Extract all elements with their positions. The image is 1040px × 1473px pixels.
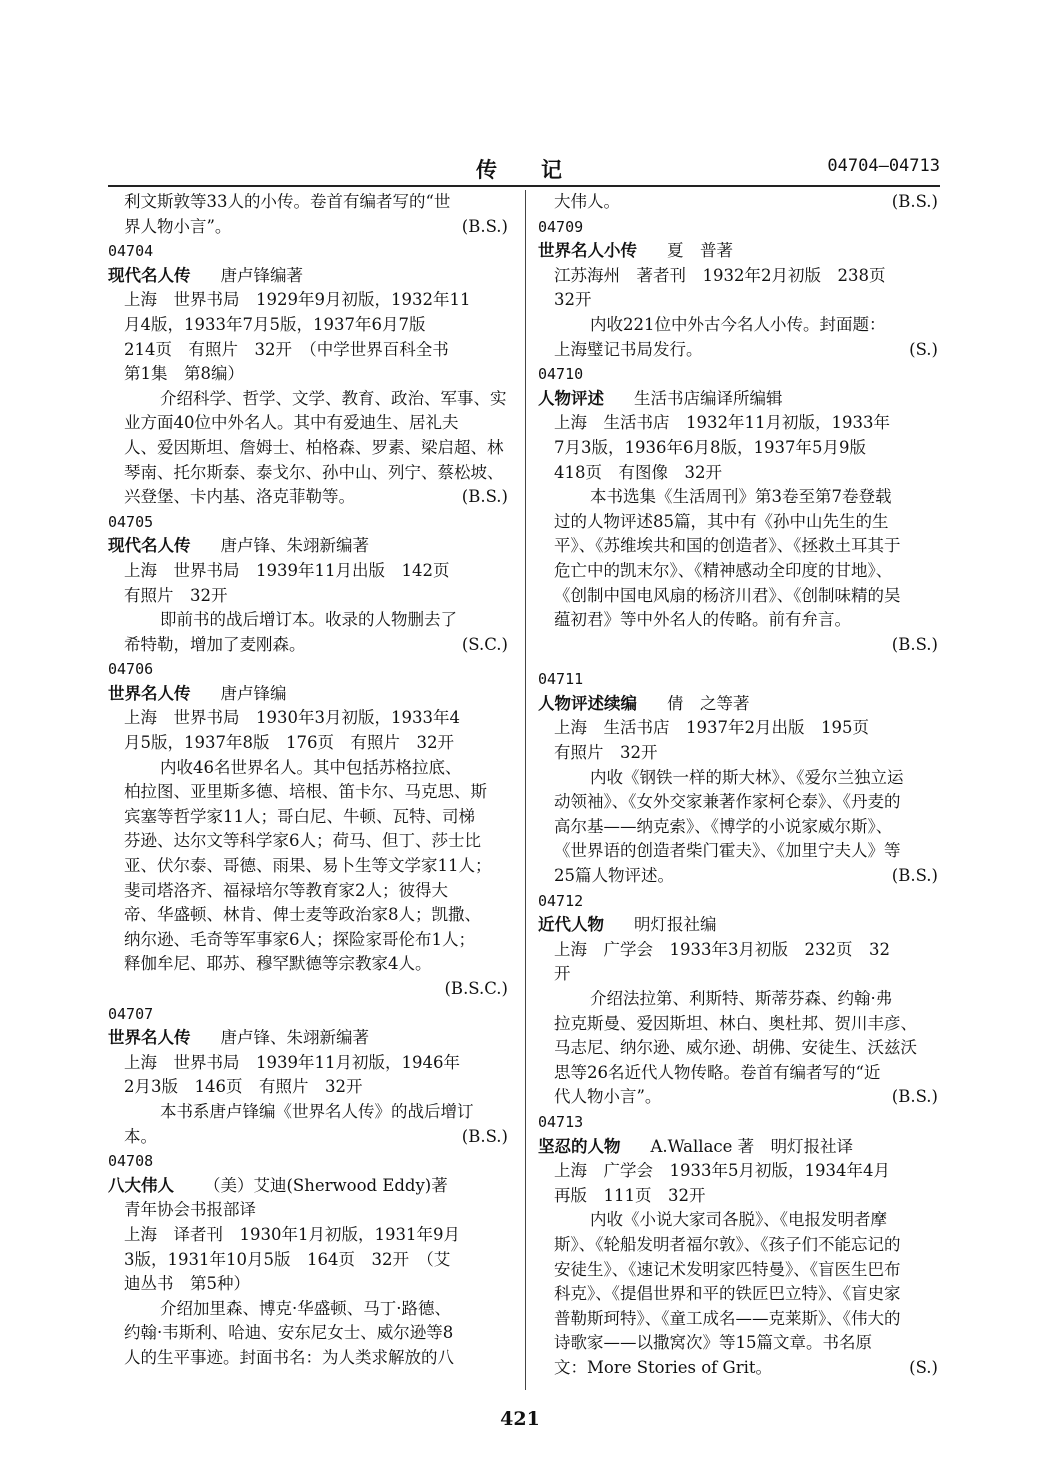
entry-number: 04709 — [538, 217, 584, 236]
pub-line: 32开 — [554, 290, 592, 310]
desc-line: 本书系唐卢锋编《世界名人传》的战后增订 — [160, 1101, 474, 1121]
source-code: (B.S.) — [461, 487, 508, 507]
entry-heading — [108, 264, 508, 289]
pub-line: 7月3版，1936年6月8版，1937年5月9版 — [554, 437, 866, 457]
desc-line: 人、爱因斯坦、詹姆士、柏格森、罗素、梁启超、林 — [124, 437, 504, 457]
desc-line: 思等26名近代人物传略。卷首有编者写的“近 — [554, 1062, 881, 1082]
pub-line: 上海 广学会 1933年3月初版 232页 32 — [554, 939, 890, 959]
desc-line: 柏拉图、亚里斯多德、培根、笛卡尔、马克思、斯 — [124, 782, 487, 802]
entry-heading — [538, 1135, 938, 1160]
pub-line: 开 — [554, 964, 571, 984]
entry-heading — [538, 913, 938, 938]
left-column — [108, 190, 508, 1371]
entry-author: （美）艾迪(Sherwood Eddy)著 — [204, 1175, 448, 1195]
text-line: 大伟人。 (B.S.) — [538, 190, 938, 215]
entry-title: 现代名人传 — [108, 265, 191, 285]
desc-line: 即前书的战后增订本。收录的人物删去了 — [160, 610, 457, 630]
source-code: (B.S.) — [891, 866, 938, 886]
section-title: 传记 — [476, 157, 606, 182]
desc-line: 高尔基——纳克索》、《博学的小说家威尔斯》、 — [554, 816, 893, 836]
entry-number: 04712 — [538, 891, 584, 910]
text-line: 界人物小言”。 (B.S.) — [108, 215, 508, 240]
translator-line: 青年协会书报部译 — [124, 1200, 256, 1220]
pub-line: 江苏海州 著者刊 1932年2月初版 238页 — [554, 265, 886, 285]
entry-author: 明灯报社编 — [634, 915, 717, 935]
entry-title: 近代人物 — [538, 915, 604, 935]
desc-line: 介绍加里森、博克·华盛顿、马丁·路德、 — [160, 1298, 451, 1318]
desc-line: 释伽牟尼、耶苏、穆罕默德等宗教家4人。 — [124, 954, 432, 974]
entry-title: 人物评述续编 — [538, 693, 637, 713]
desc-line: 内收221位中外古今名人小传。封面题： — [590, 314, 886, 334]
entry-title: 世界名人传 — [108, 683, 191, 703]
entry-heading — [538, 239, 938, 264]
entry-number: 04705 — [108, 512, 154, 531]
right-column — [538, 190, 938, 1381]
entry-title: 世界名人传 — [108, 1028, 191, 1048]
desc-line: 拉克斯曼、爱因斯坦、林白、奥杜邦、贺川丰彦、 — [554, 1013, 917, 1033]
entry-number: 04708 — [108, 1152, 154, 1171]
entry-heading — [538, 692, 938, 717]
pub-line: 第1集 第8编） — [124, 364, 244, 384]
source-code: (B.S.) — [891, 1087, 938, 1107]
pub-line: 2月3版 146页 有照片 32开 — [124, 1077, 363, 1097]
entry-author: 生活书店编译所编辑 — [634, 388, 783, 408]
desc-line: 芬逊、达尔文等科学家6人；荷马、但丁、莎士比 — [124, 831, 481, 851]
desc-line: 内收46名世界名人。其中包括苏格拉底、 — [160, 757, 462, 777]
entry-heading — [538, 387, 938, 412]
source-code: (B.S.) — [891, 634, 938, 654]
entry-author: 唐卢锋编 — [220, 683, 287, 703]
entry-heading — [108, 534, 508, 559]
entry-author: 唐卢锋编著 — [220, 265, 303, 285]
desc-line: 本书选集《生活周刊》第3卷至第7卷登载 — [590, 487, 892, 507]
entry-range: 04704—04713 — [827, 156, 940, 176]
desc-line: 诗歌家——以撒窝次》等15篇文章。书名原 — [554, 1333, 872, 1353]
entry-title: 世界名人小传 — [538, 241, 637, 261]
entry-number: 04710 — [538, 365, 584, 384]
source-code: (B.S.) — [891, 192, 938, 211]
pub-line: 上海 世界书局 1929年9月初版，1932年11 — [124, 290, 471, 310]
entry-author: 唐卢锋、朱翊新编著 — [220, 536, 369, 556]
source-code: (B.S.) — [461, 1126, 508, 1146]
desc-line: 安徒生》、《速记术发明家匹特曼》、《盲医生巴布 — [554, 1259, 901, 1279]
pub-line: 迪丛书 第5种） — [124, 1274, 250, 1294]
desc-line: 希特勒，增加了麦刚森。 (S.C.) — [108, 633, 508, 658]
desc-line: 人的生平事迹。封面书名：为人类求解放的八 — [124, 1347, 454, 1367]
entry-author: 夏 普著 — [667, 241, 733, 261]
pub-line: 上海 广学会 1933年5月初版，1934年4月 — [554, 1161, 890, 1181]
entry-heading — [108, 1174, 508, 1199]
pub-line: 418页 有图像 32开 — [554, 462, 722, 482]
header-rule — [108, 185, 940, 187]
pub-line: 上海 译者刊 1930年1月初版，1931年9月 — [124, 1224, 460, 1244]
desc-line: 纳尔逊、毛奇等军事家6人；探险家哥伦布1人； — [124, 929, 475, 949]
entry-title: 现代名人传 — [108, 536, 191, 556]
desc-line: 代人物小言”。 (B.S.) — [538, 1085, 938, 1110]
entry-title: 八大伟人 — [108, 1175, 174, 1195]
desc-line: 帝、华盛顿、林肯、俾士麦等政治家8人；凯撒、 — [124, 905, 481, 925]
desc-line: 科克》、《提倡世界和平的铁匠巴立特》、《盲史家 — [554, 1284, 901, 1304]
page-number: 421 — [500, 1408, 540, 1430]
desc-line: 兴登堡、卡内基、洛克菲勒等。 (B.S.) — [108, 485, 508, 510]
desc-line: 介绍科学、哲学、文学、教育、政治、军事、实 — [160, 388, 507, 408]
source-code: (S.) — [909, 339, 938, 359]
pub-line: 214页 有照片 32开 （中学世界百科全书 — [124, 339, 449, 359]
desc-line: 斐司塔洛齐、福禄培尔等教育家2人；彼得大 — [124, 880, 448, 900]
desc-line: 动领袖》、《女外交家兼著作家柯仑泰》、《丹麦的 — [554, 792, 901, 812]
desc-line: 危亡中的凯末尔》、《精神感动全印度的甘地》、 — [554, 560, 893, 580]
text-line: 利文斯敦等33人的小传。卷首有编者写的“世 — [124, 192, 451, 211]
desc-line: 《世界语的创造者柴门霍夫》、《加里宁夫人》等 — [554, 841, 901, 861]
desc-line: 平》、《苏维埃共和国的创造者》、《拯救土耳其于 — [554, 536, 901, 556]
source-code: (S.C.) — [461, 634, 508, 654]
entry-heading — [108, 1026, 508, 1051]
pub-line: 月4版，1933年7月5版，1937年6月7版 — [124, 314, 426, 334]
pub-line: 有照片 32开 — [554, 743, 658, 763]
running-header — [108, 150, 940, 184]
desc-line: 亚、伏尔泰、哥德、雨果、易卜生等文学家11人； — [124, 856, 492, 876]
source-code: (S.) — [909, 1357, 938, 1377]
desc-line: 介绍法拉第、利斯特、斯蒂芬森、约翰·弗 — [590, 989, 893, 1008]
pub-line: 上海 世界书局 1930年3月初版，1933年4 — [124, 708, 460, 728]
desc-line: 文：More Stories of Grit。 (S.) — [538, 1356, 938, 1381]
entry-author: 唐卢锋、朱翊新编著 — [220, 1028, 369, 1048]
desc-line: 斯》、《轮船发明者福尔敦》、《孩子们不能忘记的 — [554, 1234, 901, 1254]
desc-line: 马志尼、纳尔逊、威尔逊、胡佛、安徒生、沃兹沃 — [554, 1038, 917, 1058]
pub-line: 再版 111页 32开 — [554, 1185, 706, 1205]
desc-line: 过的人物评述85篇，其中有《孙中山先生的生 — [554, 511, 889, 531]
source-code: (B.S.C.) — [444, 979, 508, 998]
entry-title: 坚忍的人物 — [538, 1136, 621, 1156]
entry-author: A.Wallace 著 明灯报社译 — [650, 1136, 854, 1156]
desc-line: 本。 (B.S.) — [108, 1125, 508, 1150]
entry-title: 人物评述 — [538, 388, 604, 408]
desc-line: 宾塞等哲学家11人；哥白尼、牛顿、瓦特、司梯 — [124, 806, 475, 826]
pub-line: 上海 世界书局 1939年11月初版，1946年 — [124, 1052, 460, 1072]
desc-line: 25篇人物评述。 (B.S.) — [538, 864, 938, 889]
desc-line: 蕴初君》等中外名人的传略。前有弁言。 — [554, 610, 851, 630]
desc-line: 内收《小说大家司各脱》、《电报发明者摩 — [590, 1210, 887, 1230]
desc-line: 《创制中国电风扇的杨济川君》、《创制味精的吴 — [554, 585, 901, 605]
entry-heading — [108, 682, 508, 707]
entry-author: 倩 之等著 — [667, 693, 750, 713]
pub-line: 上海 世界书局 1939年11月出版 142页 — [124, 560, 450, 580]
pub-line: 月5版，1937年8版 176页 有照片 32开 — [124, 733, 454, 753]
column-divider — [525, 190, 526, 1390]
pub-line: 上海 生活书店 1932年11月初版，1933年 — [554, 413, 890, 433]
entry-number: 04713 — [538, 1112, 584, 1131]
entry-number: 04707 — [108, 1004, 154, 1023]
entry-number: 04711 — [538, 670, 584, 689]
pub-line: 3版，1931年10月5版 164页 32开 （艾 — [124, 1249, 451, 1269]
source-code: (B.S.) — [461, 216, 508, 236]
desc-line: 内收《钢铁一样的斯大林》、《爱尔兰独立运 — [590, 767, 904, 787]
desc-line: 普勒斯珂特》、《童工成名——克莱斯》、《伟大的 — [554, 1308, 901, 1328]
entry-number: 04706 — [108, 660, 154, 679]
entry-number: 04704 — [108, 242, 154, 261]
desc-line: 业方面40位中外名人。其中有爱迪生、居礼夫 — [124, 413, 459, 433]
pub-line: 有照片 32开 — [124, 585, 228, 605]
pub-line: 上海 生活书店 1937年2月出版 195页 — [554, 718, 869, 738]
desc-line: 琴南、托尔斯泰、泰戈尔、孙中山、列宁、蔡松坡、 — [124, 462, 504, 482]
desc-line: 约翰·韦斯利、哈迪、安东尼女士、威尔逊等8 — [124, 1323, 454, 1343]
desc-line: 上海璧记书局发行。 (S.) — [538, 338, 938, 363]
